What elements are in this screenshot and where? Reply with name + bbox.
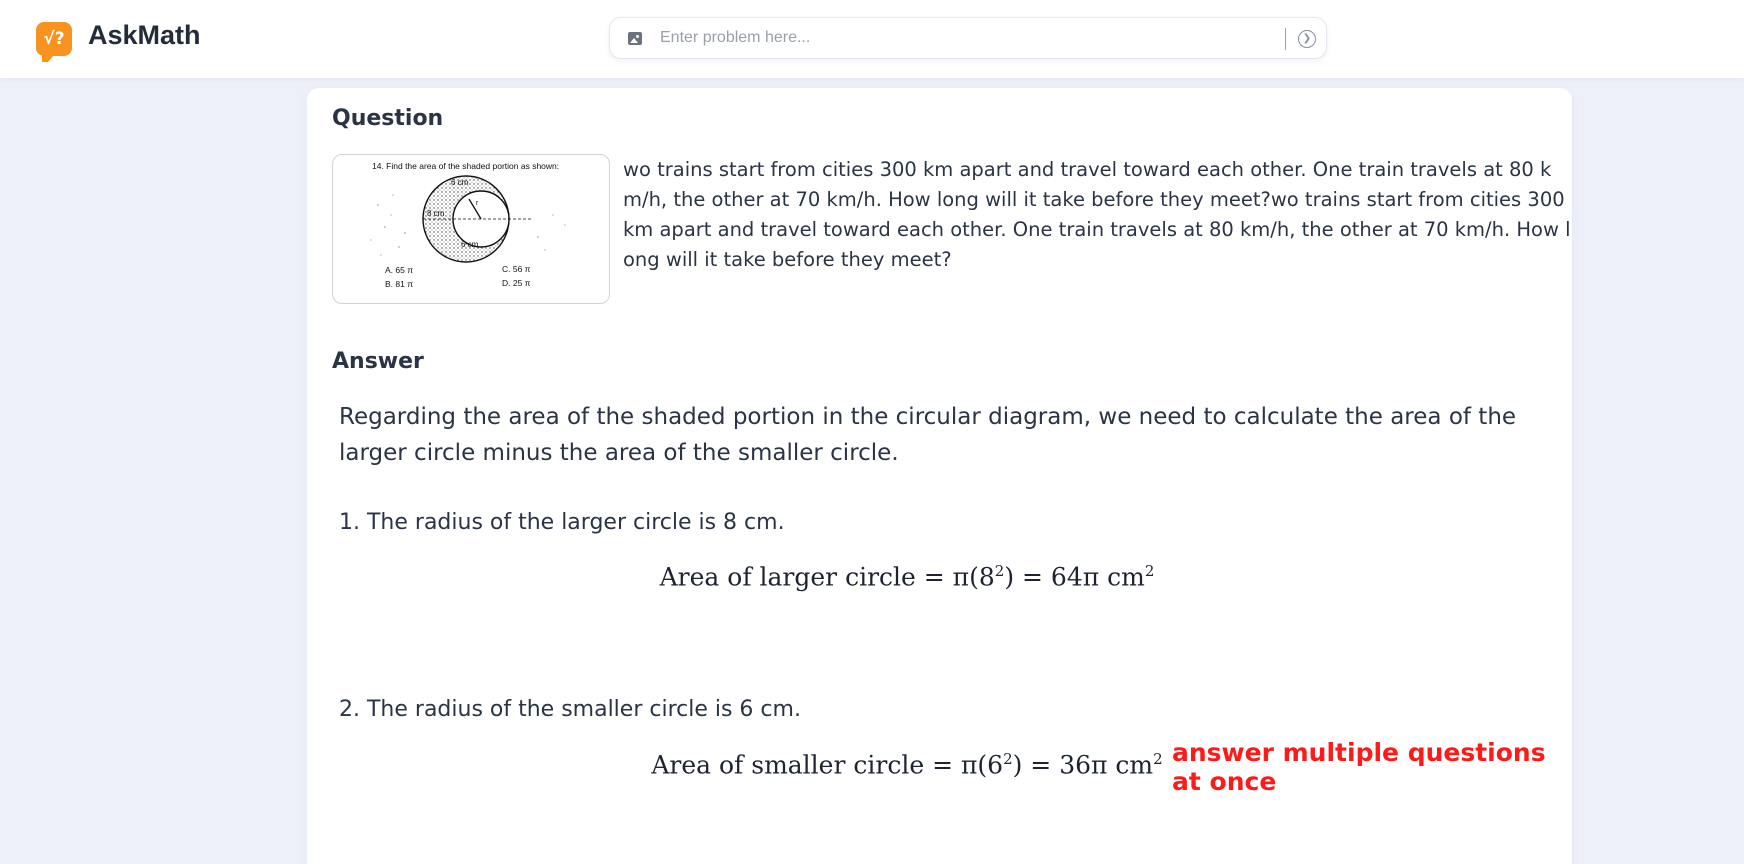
search-bar — [609, 17, 1327, 59]
formula1-lhs: Area of larger circle — [659, 562, 916, 592]
choice-b: B. 81 π — [385, 279, 414, 289]
formula1-rest: ) = 64π cm — [1004, 562, 1145, 592]
image-upload-icon[interactable] — [628, 32, 642, 45]
answer-intro-text: Regarding the area of the shaded portion in the circular diagram, we need to calculate the area of the larger circle minus the area of the smaller circle. — [339, 404, 1517, 466]
formula2-exp-inner: 2 — [1003, 750, 1013, 768]
choice-a: A. 65 π — [385, 265, 414, 275]
answer-intro — [339, 399, 1569, 471]
answer-heading: Answer — [332, 349, 424, 374]
promo-banner[interactable]: answer multiple questions at once — [1172, 738, 1546, 796]
step-1 — [339, 508, 1569, 538]
r-label: r — [476, 200, 479, 207]
formula1-exp-inner: 2 — [994, 562, 1005, 580]
formula-smaller-circle — [307, 750, 1507, 779]
question-text: wo trains start from cities 300 km apart and travel toward each other. One train travels at 80 km/h, the other at 70 km/h. How long will it take before they meet?wo trains start from cities 300 km apart and travel toward each other. One train travels at 80 km/h, the other at 70 km/h. How long will it take before they meet? — [623, 158, 1571, 271]
bottom-dim-label: 6 cm — [461, 240, 479, 249]
choice-c: C. 56 π — [502, 264, 531, 274]
choice-d: D. 25 π — [502, 278, 531, 288]
circle-diagram — [333, 155, 610, 304]
formula2-exp-unit: 2 — [1153, 750, 1163, 768]
top-dim-label: 6 cm — [451, 178, 469, 187]
askmath-logo-icon[interactable] — [36, 22, 72, 56]
brand-name[interactable]: AskMath — [88, 20, 201, 50]
logo-glyph: √? — [43, 29, 65, 49]
formula-larger-circle — [307, 562, 1507, 591]
question-image[interactable] — [332, 154, 610, 304]
step-1-text: 1. The radius of the larger circle is 8 cm. — [339, 510, 785, 535]
formula1-exp-unit: 2 — [1144, 562, 1155, 580]
formula2-lhs: Area of smaller circle — [651, 750, 925, 780]
left-dim-label: 8 cm — [427, 209, 445, 218]
search-divider — [1285, 28, 1286, 50]
result-card — [307, 88, 1572, 864]
formula1-mid: = π(8 — [923, 562, 995, 592]
problem-label: 14. Find the area of the shaded portion as shown: — [372, 161, 560, 171]
formula2-rest: ) = 36π cm — [1012, 750, 1154, 780]
step-2-text: 2. The radius of the smaller circle is 6 cm. — [339, 697, 801, 722]
formula2-mid: = π(6 — [932, 750, 1004, 780]
submit-arrow-icon[interactable]: ❯ — [1298, 30, 1316, 48]
step-2 — [339, 695, 1569, 725]
top-bar — [0, 0, 1744, 78]
problem-input[interactable] — [660, 26, 1260, 50]
question-heading: Question — [332, 106, 444, 131]
